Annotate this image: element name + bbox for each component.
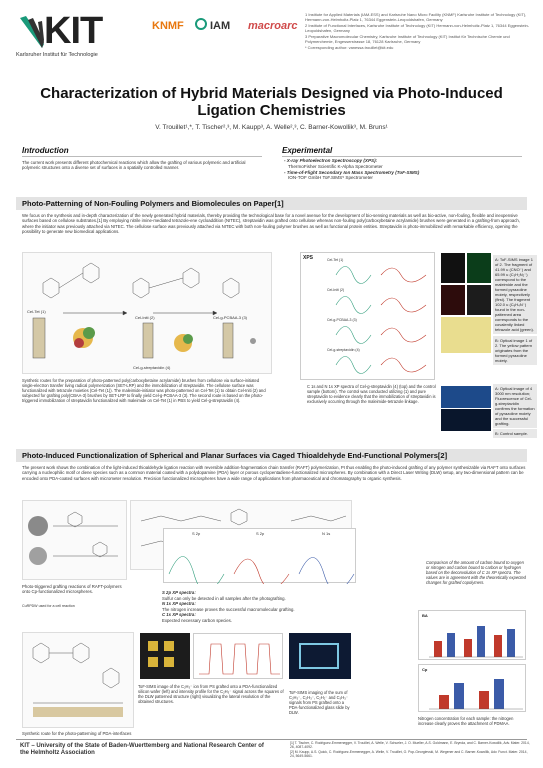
tof-sims-glass-image	[289, 633, 351, 679]
scheme-label: Cel-g-PCBAA-3 (3)	[213, 315, 248, 320]
introduction-heading: Introduction	[22, 146, 69, 155]
fluorescence-image	[441, 386, 491, 408]
xps-head: N 1s	[322, 531, 331, 536]
side-box-tof-sims: A: ToF-SIMS image 1 of 2. The fragment of 41.99 u (CNO⁻) and 65.99 u (C₃H₂N₂⁻) correspond to the maleimide and the formed pyrazoline moiety, respectively (first). The fragment 102.0 u (C₆H₄N⁻) found in the non-patterned area corresponds to the covalently linked tetrazole acid (green).	[493, 255, 537, 334]
microsphere-drawing	[23, 501, 128, 581]
section1-scheme-caption: Synthetic routes for the preparation of photo-patterned poly(carboxybetaine acrylamide) brushes from cellulose via surface-initiated single-electron transfer living radical polymerization (SET-LRP) and the immobilization of streptavidin. The cellulose surface was functionalized with tetrazole moieties (Cel-Tet (1)). The maleimide-initiator was photo-patterned on Cel-Tet (1) to obtain Cel-Initi (2) and subjected for grafting poly(CBAA-3) brushes by SET-LRP to finally yield Cel-g-PCBAA-3 (3). The second route is based on the photo-triggered immobilization of streptavidin functionalized with maleimide on Cel-Tet (1) in PBS to yield Cel-g-streptavidin (4).	[22, 378, 266, 403]
intensity-profile-plot	[193, 633, 283, 679]
corresponding-author: * Corresponding author: vanessa.trouillet@kit.edu	[305, 45, 394, 50]
tof-sims-wafer-image	[140, 633, 190, 679]
tof-caption-1: ToF-SIMS image of the C₂H₃⁻ ion from PS grafted onto a PDA-functionalized silicon wafer (left) and intensity profile for the C₂H₃⁻ signal across the squares of the DLW patterned structure (right) visualizing the lateral resolution of the obtained structures.	[138, 684, 284, 704]
pda-synthesis-scheme	[22, 632, 134, 728]
xps-spectra-section2	[163, 528, 356, 583]
xps-spectra-panel	[300, 252, 435, 380]
xps-spectra-s2	[164, 529, 357, 584]
tof-sims-image	[467, 253, 491, 283]
bar	[447, 633, 455, 657]
microsphere-scheme	[22, 500, 127, 580]
side-box-control: B: Control sample.	[493, 429, 537, 438]
xps-head: S 2p	[192, 531, 201, 536]
pda-scheme-drawing	[23, 633, 135, 729]
tof-sims-image	[441, 253, 465, 283]
reference: [2] M. Kaupp, A.S. Quick, C. Rodriguez-Emmenegger, A. Welle, V. Trouillet, O. Pop-Georgievski, M. Wegener and C. Barner-Kowollik, Adv. Funct. Mater. 2014, 24, 5649-5661.	[290, 749, 528, 758]
iam-circle-icon	[195, 18, 207, 30]
section2-heading: Photo-Induced Functionalization of Spherical and Planar Surfaces via Caged Thioaldehyde End-Functional Polymers[2]	[16, 449, 527, 462]
affiliation-3: 3 Preparative Macromolecular Chemistry, Karlsruhe Institute of Technology (KIT) Institut für Technische Chemie und Polymerchemie, Engesserstrasse 18, 76128 Karlsruhe, Germany	[305, 34, 510, 44]
bar-chart-cp	[418, 664, 526, 712]
affiliation-1: 1 Institute for Applied Materials (IAM-ESS) and Karlsruhe Nano Micro Facility (KNMF) Karlsruhe Institute of Technology (KIT), Hermann-von-Helmholtz-Platz 1, 76344 Eggenstein-Leopoldshafen, Germany	[305, 12, 527, 22]
kit-subtitle: Karlsruher Institut für Technologie	[16, 52, 98, 58]
optical-image	[441, 317, 491, 353]
bar	[439, 695, 449, 709]
xps-note: N 1s XP spectra:	[162, 601, 196, 607]
divider	[282, 156, 522, 157]
bar	[454, 683, 464, 709]
experimental-item: ThermoFisher Scientific K-Alpha Spectrometer	[288, 163, 383, 169]
pattern-square	[148, 657, 158, 667]
xps-head: S 2p	[256, 531, 265, 536]
section1-body: We focus on the synthesis and in-depth characterization of the newly generated hybrid materials, thereby providing the technological base for a novel avenue for the development of bio-sensing materials as well as bio-active, non-fouling, flexible and inexpensive surfaces based on cellulose substrates.[1] By employing nitrile imine-mediated tetrazole-ene cycloaddition (NITEC), streptavidin was grafted onto cellulose whereas non-fouling poly(carboxybetaine acrylamide) brushes were generated in a grafting-from approach, where the initiator was previously attached via NITEC. The cellulose surface was previously attached via NITEC with both non-fouling polymer brushes as well as functional protein entities. Streptavidin is photo-immobilized with remarkable efficiency, opening the possibility to generate new biomedical applications.	[22, 213, 520, 235]
reaction-scheme	[23, 253, 273, 375]
bar-chart-cp-svg	[419, 665, 527, 713]
intensity-profile-svg	[194, 634, 284, 680]
scheme-label: Cel-Tet (1)	[27, 309, 46, 314]
bar	[434, 641, 442, 657]
nitrogen-caption: Nitrogen concentration for each sample: the nitrogen increase clearly proves the attachment of PDMAA.	[418, 716, 514, 726]
xps-notes	[162, 590, 352, 624]
experimental-item: ION-TOF GmbH ToF.SIMS⁵ Spectrometer	[288, 175, 373, 181]
affiliations	[305, 12, 537, 51]
side-box-optical: B: Optical image 1 of 2. The yellow pattern originates from the formed pyrazoline moiety.	[493, 336, 537, 365]
xps-note: S 2p XP spectra:	[162, 590, 196, 595]
xps-note: Expected necessary carbon species.	[162, 617, 232, 623]
bar-chart-ba	[418, 610, 526, 660]
divider	[22, 156, 262, 157]
xps-note: The nitrogen increase proves the successful macromolecular grafting.	[162, 606, 295, 612]
pattern-square	[164, 641, 174, 651]
poster-title: Characterization of Hybrid Materials Designed via Photo-Induced Ligation Chemistries	[40, 85, 503, 119]
xps-label: XPS	[303, 255, 314, 261]
tof-sims-images	[440, 252, 492, 382]
scheme-label: Cel-g-streptavidin (4)	[133, 365, 171, 370]
tof-sims-image	[467, 285, 491, 315]
pattern-square	[164, 657, 174, 667]
side-box-fluorescence: A: Optical image of 4 3000 nm resolution; Fluorescence of Cel-g-streptavidin confirms the formation of pyrazoline moiety and the successful grafting.	[493, 384, 537, 428]
xps-spectra	[301, 253, 436, 381]
introduction-text: The current work presents different photochemical reactions which allow the grafting of various polymeric and artificial polymeric structures onto a diverse set of surfaces in a spatially controlled manner.	[22, 160, 246, 171]
section1-scheme-figure	[22, 252, 272, 374]
bar	[494, 679, 504, 709]
kit-wing-icon	[18, 14, 44, 48]
footer-divider	[16, 739, 527, 740]
bar-chart-title: BA	[422, 613, 428, 618]
bar	[477, 626, 485, 657]
partner-logo-knmf: KNMF	[152, 20, 184, 32]
reference: [1] T. Tischer, C. Rodriguez-Emmenegger, V. Trouillet, A. Welle, V. Schueler, J. O. Mueller, A.S. Goldmann, E. Brynda, and C. Barner-Kowollik, Adv. Mater. 2014, 26, 4087-4092.	[290, 741, 530, 750]
xps-panel-label: Cel-Initi (2)	[327, 288, 345, 292]
kit-logo	[14, 8, 134, 58]
pda-synthesis-caption: Synthetic route for the photo-patterning of PDA-interfaces	[22, 731, 132, 736]
section2-body: The present work shows the combination of the light-induced thioaldehyde ligation reaction with reversible addition-fragmentation chain transfer (RAFT) polymerization, PI thus enabling the photo-induced grafting of any polymer synthesizable via RAFT onto surfaces carrying a nucleophilic motif or diene species such as a common material coated with a polydopamine (PDA) layer or porous cyclopentadiene-functionalized microspheres. By combination with a Direct Laser Writing (DLW) setup, any two-dimensional pattern can be encoded onto PDA-coated surfaces with micrometer resolution. Precision functionalized microspheres have a wide range of applications from pharmaceutical and chromatography to organic synthesis.	[22, 465, 526, 481]
xps-panel-label: Cel-g-streptavidin (4)	[327, 348, 360, 352]
cupdw-caption: CuRPDW used for a cell reaction	[22, 604, 75, 608]
pattern-square	[148, 641, 158, 651]
xps-note: C 1s XP spectra:	[162, 612, 196, 618]
experimental-item: - X-ray Photoelectron Spectroscopy (XPS):	[284, 158, 378, 163]
bar-chart-ba-svg	[419, 611, 527, 661]
experimental-heading: Experimental	[282, 146, 333, 155]
partner-logo-macroarc: macroarc	[248, 20, 298, 32]
experimental-list	[284, 158, 524, 181]
bar	[494, 635, 502, 657]
comparison-caption: Comparison of the amount of carbon bound to oxygen or nitrogen and carbon bound to carbon or hydrogen based on the deconvolution of C 1s XP spectra. The values are in agreement with the theoretically expected changes for grafted copolymers.	[426, 560, 526, 585]
fluorescence-image	[441, 409, 491, 431]
references	[290, 741, 530, 758]
kit-logo-text: KIT	[44, 10, 103, 52]
tof-sims-image	[441, 285, 465, 315]
section1-heading: Photo-Patterning of Non-Fouling Polymers and Biomolecules on Paper[1]	[16, 197, 527, 210]
bar	[507, 629, 515, 657]
affiliation-2: 2 Institute of Functional Interfaces, Karlsruhe Institute of Technology (KIT) Hermann-von-Helmholtz-Platz 1, 76344 Eggenstein-Leopoldshafen, Germany	[305, 23, 530, 33]
microsphere-caption: Photo-triggered grafting reactions of RAFT-polymers onto Cp-functionalized microspheres.	[22, 584, 122, 595]
partner-logo-iam: IAM	[210, 20, 231, 32]
dlw-pattern	[299, 643, 339, 669]
xps-panel-label: Cel-g-PCBAA-3 (3)	[327, 318, 357, 322]
authors: V. Trouillet¹,*, T. Tischer²,³, M. Kaupp³, A. Welle²,³, C. Barner-Kowollik³, M. Bruns¹	[155, 124, 388, 131]
bar	[479, 691, 489, 709]
scheme-label: Cel-Initi (2)	[135, 315, 155, 320]
experimental-item: - Time-of-Flight Secondary Ion Mass Spectrometry (ToF-SIMS)	[284, 169, 420, 175]
fluorescence-images	[440, 385, 492, 433]
xps-caption: C 1s and N 1s XP spectra of Cel-g-streptavidin (4) (top) and the control sample (bottom). The control was conducted utilizing (1) and pure streptavidin to evidence clearly that the immobilization of streptavidin is exclusively occurring through the maleimide-tetrazole linkage.	[307, 384, 436, 404]
tof-caption-2: ToF-SIMS imaging of the sum of C₂H₃⁻, C₂H₃⁻, C₂H₂⁻ and C₃H₃⁻ signals from PS grafted onto a PDA-functionalized glass slide by DLW.	[289, 690, 350, 715]
bar-chart-title: Cp	[422, 667, 428, 672]
footer-institution: KIT – University of the State of Baden-Wuerttemberg and National Research Center of the Helmholtz Association	[20, 743, 264, 756]
bar	[464, 639, 472, 657]
xps-note: Sulfur can only be detected in all samples after the photografting.	[162, 595, 286, 601]
xps-panel-label: Cel-Tet (1)	[327, 258, 344, 262]
